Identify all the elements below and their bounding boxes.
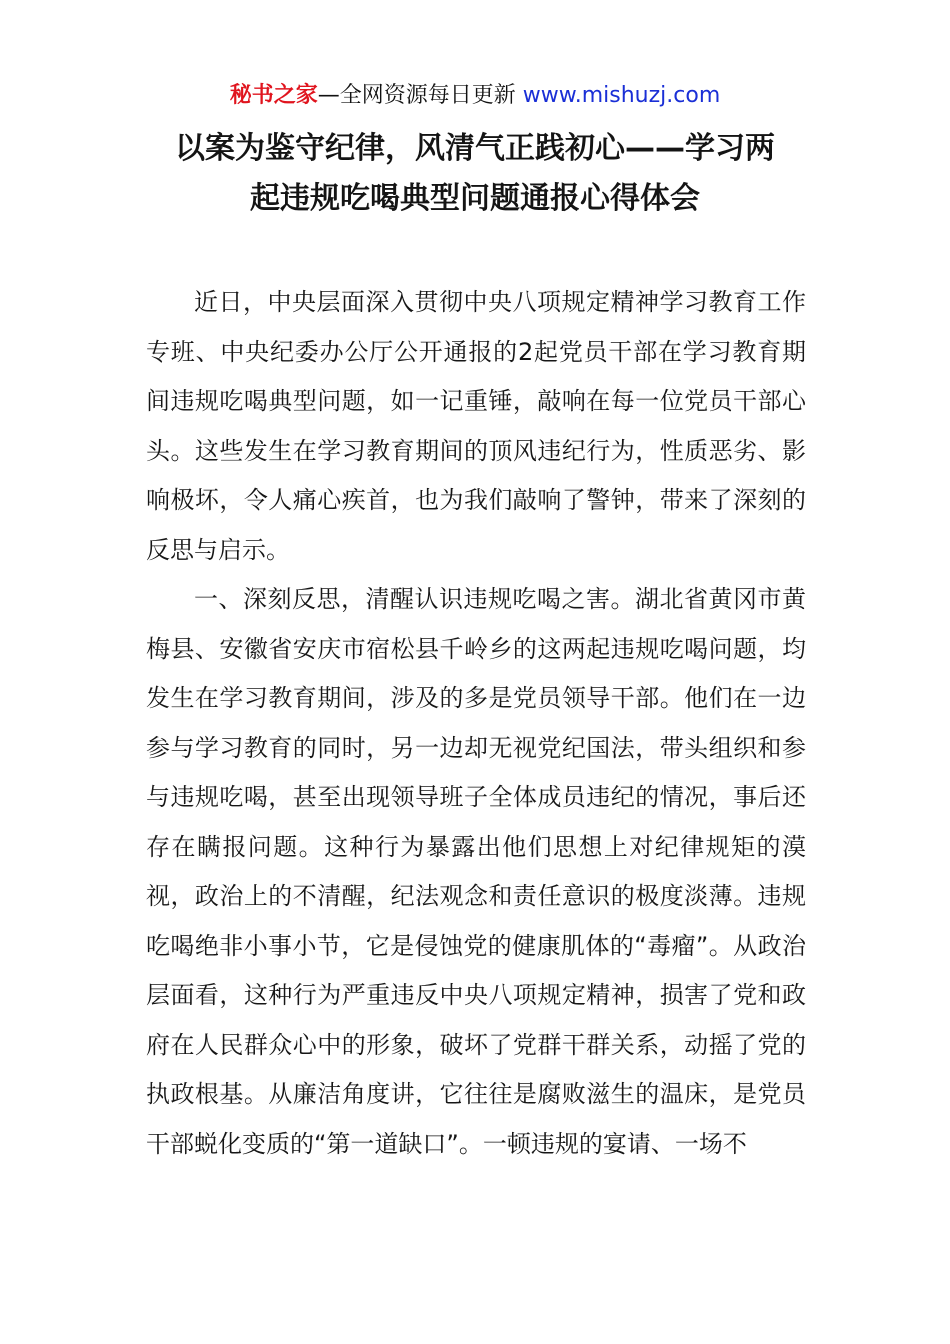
document-title [0, 124, 950, 224]
document-body [146, 278, 806, 1169]
site-tagline: —全网资源每日更新 [317, 83, 516, 108]
title-line-1: 以案为鉴守纪律，风清气正践初心——学习两 [175, 131, 775, 166]
title-line-2: 起违规吃喝典型问题通报心得体会 [250, 181, 700, 216]
paragraph-intro: 近日，中央层面深入贯彻中央八项规定精神学习教育工作专班、中央纪委办公厅公开通报的2起党员干部在学习教育期间违规吃喝典型问题，如一记重锤，敲响在每一位党员干部心头。这些发生在学习教育期间的顶风违纪行为，性质恶劣、影响极坏，令人痛心疾首，也为我们敲响了警钟，带来了深刻的反思与启示。 [146, 288, 806, 564]
site-header [0, 80, 950, 112]
site-brand: 秘书之家 [229, 83, 318, 108]
paragraph-section-1: 一、深刻反思，清醒认识违规吃喝之害。湖北省黄冈市黄梅县、安徽省安庆市宿松县千岭乡的这两起违规吃喝问题，均发生在学习教育期间，涉及的多是党员领导干部。他们在一边参与学习教育的同时，另一边却无视党纪国法，带头组织和参与违规吃喝，甚至出现领导班子全体成员违纪的情况，事后还存在瞒报问题。这种行为暴露出他们思想上对纪律规矩的漠视，政治上的不清醒，纪法观念和责任意识的极度淡薄。违规吃喝绝非小事小节，它是侵蚀党的健康肌体的“毒瘤”。从政治层面看，这种行为严重违反中央八项规定精神，损害了党和政府在人民群众心中的形象，破坏了党群干群关系，动摇了党的执政根基。从廉洁角度讲，它往往是腐败滋生的温床，是党员干部蜕化变质的“第一道缺口”。一顿违规的宴请、一场不 [146, 585, 806, 1158]
site-url-link[interactable]: www.mishuzj.com [522, 83, 721, 108]
